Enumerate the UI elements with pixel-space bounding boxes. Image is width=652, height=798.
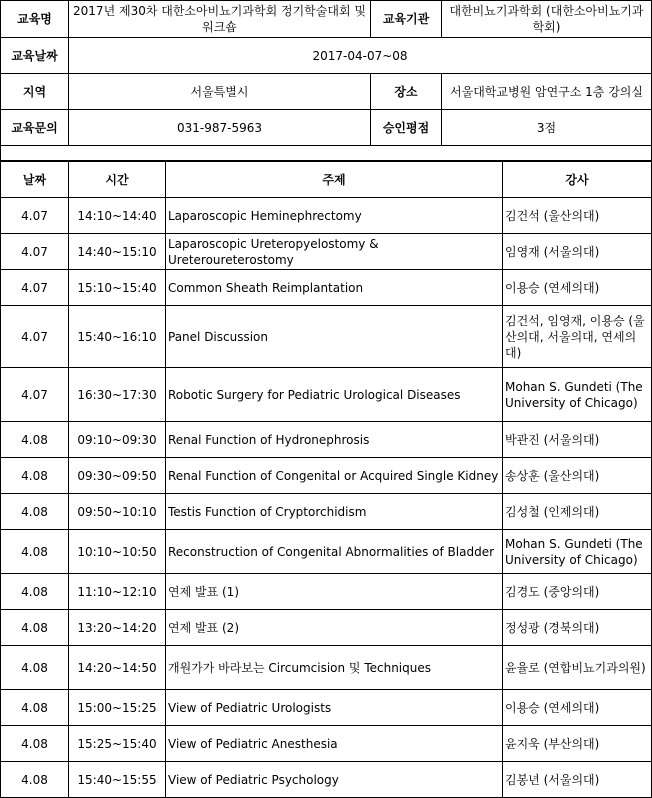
row-date-cell: 4.07: [1, 306, 69, 368]
venue-label: 장소: [371, 74, 442, 110]
row-topic-cell: Robotic Surgery for Pediatric Urological Diseases: [166, 368, 503, 422]
table-row: [1, 422, 652, 458]
row-date-cell: 4.08: [1, 610, 69, 646]
row-speaker-cell: 이용승 (연세의대): [503, 690, 652, 726]
row-time-cell: 15:40~16:10: [69, 306, 166, 368]
table-row: [1, 458, 652, 494]
table-row: [1, 368, 652, 422]
row-time-cell: 16:30~17:30: [69, 368, 166, 422]
table-row: [1, 610, 652, 646]
course-name-label: 교육명: [1, 1, 69, 38]
info-row-location: [1, 74, 652, 110]
table-row: [1, 574, 652, 610]
row-date-cell: 4.08: [1, 494, 69, 530]
schedule-header-row: [1, 162, 652, 198]
row-speaker-cell: Mohan S. Gundeti (The University of Chicago): [503, 368, 652, 422]
schedule-body: [1, 198, 652, 798]
course-name-value: 2017년 제30차 대한소아비뇨기과학회 정기학술대회 및 워크숍: [69, 1, 371, 38]
spacer-row: [1, 146, 652, 161]
institution-label: 교육기관: [371, 1, 442, 38]
row-topic-cell: View of Pediatric Psychology: [166, 762, 503, 798]
region-value: 서울특별시: [69, 74, 371, 110]
row-topic-cell: Laparoscopic Ureteropyelostomy & Ureteroureterostomy: [166, 234, 503, 270]
header-time: 시간: [69, 162, 166, 198]
row-date-cell: 4.08: [1, 646, 69, 690]
venue-value: 서울대학교병원 암연구소 1층 강의실: [442, 74, 652, 110]
row-time-cell: 09:30~09:50: [69, 458, 166, 494]
institution-value: 대한비뇨기과학회 (대한소아비뇨기과학회): [442, 1, 652, 38]
header-speaker: 강사: [503, 162, 652, 198]
row-topic-cell: Panel Discussion: [166, 306, 503, 368]
row-topic-cell: Common Sheath Reimplantation: [166, 270, 503, 306]
contact-label: 교육문의: [1, 110, 69, 146]
schedule-table: [0, 161, 652, 798]
row-speaker-cell: 이용승 (연세의대): [503, 270, 652, 306]
table-row: [1, 530, 652, 574]
row-topic-cell: 연제 발표 (2): [166, 610, 503, 646]
row-date-cell: 4.08: [1, 762, 69, 798]
row-time-cell: 09:50~10:10: [69, 494, 166, 530]
row-speaker-cell: 윤율로 (연합비뇨기과의원): [503, 646, 652, 690]
row-time-cell: 14:10~14:40: [69, 198, 166, 234]
row-time-cell: 15:25~15:40: [69, 726, 166, 762]
row-time-cell: 14:20~14:50: [69, 646, 166, 690]
row-topic-cell: 개원가가 바라보는 Circumcision 및 Techniques: [166, 646, 503, 690]
course-info-table: [0, 0, 652, 161]
row-date-cell: 4.08: [1, 458, 69, 494]
row-speaker-cell: 김건석 (울산의대): [503, 198, 652, 234]
row-time-cell: 09:10~09:30: [69, 422, 166, 458]
table-row: [1, 198, 652, 234]
table-row: [1, 726, 652, 762]
row-topic-cell: 연제 발표 (1): [166, 574, 503, 610]
row-date-cell: 4.07: [1, 198, 69, 234]
info-row-course: [1, 1, 652, 38]
table-row: [1, 646, 652, 690]
table-row: [1, 270, 652, 306]
row-topic-cell: Renal Function of Hydronephrosis: [166, 422, 503, 458]
row-speaker-cell: 김성철 (인제의대): [503, 494, 652, 530]
table-row: [1, 306, 652, 368]
row-speaker-cell: 정성광 (경북의대): [503, 610, 652, 646]
row-topic-cell: View of Pediatric Urologists: [166, 690, 503, 726]
row-speaker-cell: 임영재 (서울의대): [503, 234, 652, 270]
row-date-cell: 4.07: [1, 368, 69, 422]
row-time-cell: 10:10~10:50: [69, 530, 166, 574]
row-date-cell: 4.08: [1, 726, 69, 762]
row-speaker-cell: 김경도 (중앙의대): [503, 574, 652, 610]
row-speaker-cell: 박관진 (서울의대): [503, 422, 652, 458]
date-value: 2017-04-07~08: [69, 38, 652, 74]
table-row: [1, 494, 652, 530]
row-topic-cell: Reconstruction of Congenital Abnormalities of Bladder: [166, 530, 503, 574]
row-date-cell: 4.07: [1, 270, 69, 306]
row-time-cell: 15:00~15:25: [69, 690, 166, 726]
region-label: 지역: [1, 74, 69, 110]
header-topic: 주제: [166, 162, 503, 198]
row-date-cell: 4.07: [1, 234, 69, 270]
row-speaker-cell: 송상훈 (울산의대): [503, 458, 652, 494]
contact-value: 031-987-5963: [69, 110, 371, 146]
row-topic-cell: Laparoscopic Heminephrectomy: [166, 198, 503, 234]
row-speaker-cell: Mohan S. Gundeti (The University of Chicago): [503, 530, 652, 574]
row-topic-cell: View of Pediatric Anesthesia: [166, 726, 503, 762]
credits-value: 3점: [442, 110, 652, 146]
row-time-cell: 11:10~12:10: [69, 574, 166, 610]
table-row: [1, 690, 652, 726]
row-time-cell: 14:40~15:10: [69, 234, 166, 270]
row-speaker-cell: 윤지욱 (부산의대): [503, 726, 652, 762]
row-speaker-cell: 김봉년 (서울의대): [503, 762, 652, 798]
row-date-cell: 4.08: [1, 530, 69, 574]
row-date-cell: 4.08: [1, 690, 69, 726]
row-date-cell: 4.08: [1, 422, 69, 458]
table-row: [1, 762, 652, 798]
credits-label: 승인평점: [371, 110, 442, 146]
spacer-cell: [1, 146, 652, 161]
row-time-cell: 15:40~15:55: [69, 762, 166, 798]
header-date: 날짜: [1, 162, 69, 198]
row-time-cell: 13:20~14:20: [69, 610, 166, 646]
info-row-date: [1, 38, 652, 74]
row-date-cell: 4.08: [1, 574, 69, 610]
info-row-contact: [1, 110, 652, 146]
row-time-cell: 15:10~15:40: [69, 270, 166, 306]
date-label: 교육날짜: [1, 38, 69, 74]
row-topic-cell: Testis Function of Cryptorchidism: [166, 494, 503, 530]
table-row: [1, 234, 652, 270]
row-speaker-cell: 김건석, 임영재, 이용승 (울산의대, 서울의대, 연세의대): [503, 306, 652, 368]
row-topic-cell: Renal Function of Congenital or Acquired Single Kidney: [166, 458, 503, 494]
